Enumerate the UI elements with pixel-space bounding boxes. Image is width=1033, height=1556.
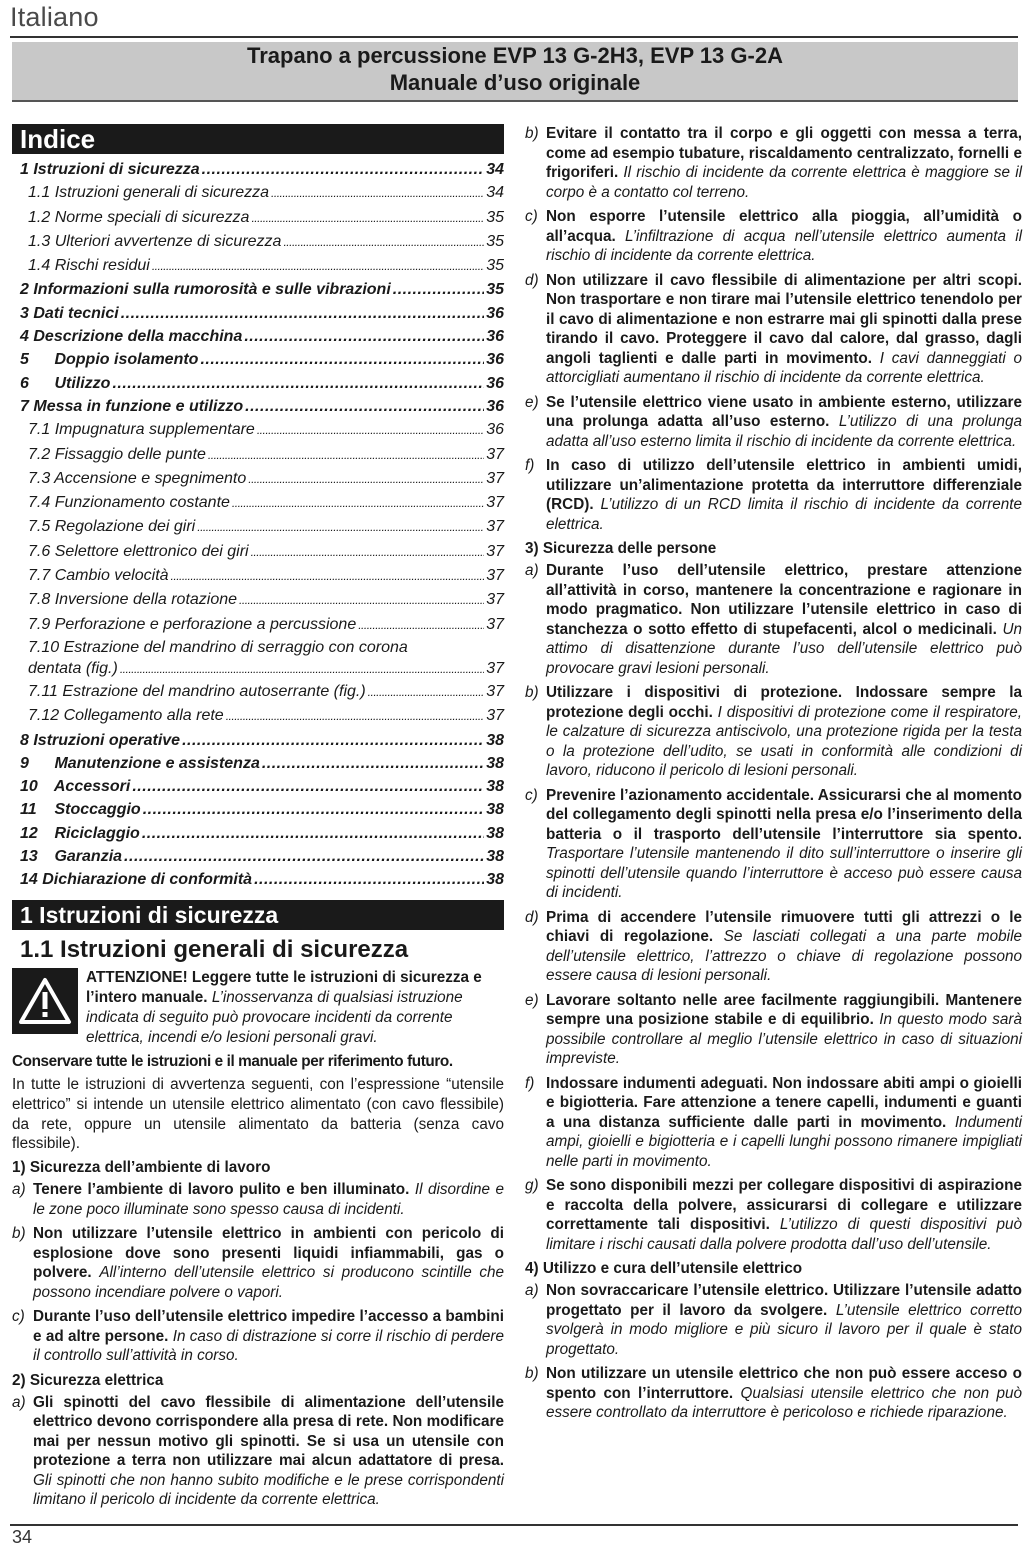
toc-entry [12, 845, 504, 868]
toc-page: 35 [486, 281, 504, 299]
safety-item [525, 124, 1022, 202]
item-instruction: Se sono disponibili mezzi per collegare dispositivi di aspirazione e raccolta della polvere, assicurarsi di collegare e utilizzare correttamente tali dispositivi. [546, 1177, 1022, 1233]
toc-label [20, 822, 140, 845]
toc-leader [124, 845, 484, 868]
toc-entry [12, 491, 504, 515]
item-explanation: Gli spinotti che non hanno subito modifiche e le prese corrispondenti limitano il pericolo di incidente da corrente elettrica. [33, 1471, 504, 1509]
toc-number: 1.3 [28, 232, 51, 250]
toc-entry [12, 680, 504, 704]
toc-leader [244, 325, 484, 348]
toc-number: 14 [20, 871, 38, 889]
warning-text [86, 968, 504, 1048]
toc-label [20, 278, 391, 301]
safety-item [525, 207, 1022, 266]
toc-entry [12, 637, 504, 680]
safety-item [525, 1281, 1022, 1359]
item-body [546, 1176, 1022, 1254]
item-instruction: Non utilizzare l’utensile elettrico in ambienti con pericolo di esplosione dove sono presenti liquidi infiammabili, gas o polvere. [33, 1225, 504, 1282]
toc-leader [202, 158, 485, 181]
toc-title: Selettore elettronico dei giri [54, 542, 249, 560]
safety-item [525, 1176, 1022, 1254]
toc-number: 5 [20, 351, 29, 369]
toc-page: 38 [486, 824, 504, 842]
item-explanation: I cavi danneggiati o attorcigliati aumentano il rischio di incidente da corrente elettrica. [546, 349, 1022, 386]
toc-leader [208, 443, 484, 467]
toc-title-cont: dentata (fig.) [28, 659, 118, 677]
toc-page: 37 [486, 591, 504, 609]
group-heading: 3) Sicurezza delle persone [525, 540, 717, 557]
toc-entry [12, 278, 504, 301]
toc-entry [12, 395, 504, 418]
toc-title: Collegamento alla rete [63, 707, 224, 725]
item-body [546, 908, 1022, 986]
toc-leader [200, 348, 484, 371]
toc-page: 38 [486, 848, 504, 866]
toc-page: 34 [486, 161, 504, 178]
toc-number: 7.7 [28, 567, 51, 585]
toc-entry [12, 302, 504, 325]
toc-entry [12, 372, 504, 395]
toc-entry-line1 [28, 637, 504, 658]
item-instruction: Indossare indumenti adeguati. Non indossare abiti ampi o gioielli e bigiotteria. Fare attenzione a tenere capelli, indumenti e guanti a una distanza sufficiente dalle parti in movimento. [546, 1074, 1022, 1131]
intro-paragraph: In tutte le istruzioni di avvertenza seguenti, con l’espressione “utensile elettrico” si intende un utensile elettrico alimentato (con cavo flessibile) da rete, oppure un utensile alimentato da batteria (senza cavo flessibile). [12, 1076, 504, 1153]
table-of-contents [12, 158, 504, 892]
toc-entry [12, 418, 504, 442]
item-instruction: Non utilizzare un utensile elettrico che non può essere acceso o spento con l’interruttore. [546, 1365, 1022, 1402]
toc-entry-line2 [28, 658, 504, 680]
item-instruction: Prima di accendere l’utensile rimuovere tutti gli attrezzi o le chiavi di regolazione. [546, 908, 1022, 945]
toc-leader [254, 868, 484, 891]
toc-label [20, 395, 243, 418]
toc-number: 13 [20, 848, 38, 866]
product-title: Trapano a percussione EVP 13 G-2H3, EVP 13 G-2A [247, 43, 783, 68]
toc-page: 36 [486, 304, 504, 322]
item-instruction: Non utilizzare il cavo flessibile di alimentazione per altri scopi. Non trasportare e non tirare mai l’utensile elettrico tenendolo per il cavo di alimentazione e non estrarre mai gli spinotti dalla prese tirando il cavo. Proteggere il cavo dal calore, dal grasso, dagli angoli taglienti e dalle parti in movimento. [546, 271, 1022, 367]
item-instruction: Prevenire l’azionamento accidentale. Assicurarsi che al momento del collegamento degli spinotti nella presa e/o l’inserimento della batteria o il trasporto dell’utensile l’interruttore sia spento. [546, 786, 1022, 843]
toc-entry [12, 467, 504, 491]
toc-title: Garanzia [54, 848, 123, 866]
toc-number: 1 [20, 161, 29, 178]
manual-subtitle: Manuale d’uso originale [389, 70, 641, 95]
safety-item [12, 1224, 504, 1302]
toc-number: 8 [20, 731, 29, 749]
item-body [546, 271, 1022, 388]
toc-entry [12, 540, 504, 564]
warning-bold: ATTENZIONE! Leggere tutte le istruzioni di sicurezza e l’intero manuale. [86, 968, 482, 1006]
toc-entry [12, 564, 504, 588]
toc-leader [245, 395, 484, 418]
toc-page: 35 [486, 208, 504, 226]
header-divider [10, 36, 1018, 38]
toc-page: 36 [486, 351, 504, 369]
item-explanation: L’utilizzo di questi dispositivi può limitare i rischi causati dalla polvere prodotta dall’uso dell’utensile. [546, 1216, 1023, 1253]
item-body [546, 124, 1022, 202]
toc-title: Manutenzione e assistenza [54, 754, 260, 772]
title-banner [12, 42, 1018, 102]
item-body [546, 393, 1022, 452]
toc-number: 7.4 [28, 494, 51, 512]
toc-title: Doppio isolamento [54, 351, 199, 369]
safety-item [525, 393, 1022, 452]
toc-number: 9 [20, 754, 29, 772]
subsection-heading: 1.1 Istruzioni generali di sicurezza [20, 935, 409, 963]
item-letter: g) [525, 1177, 539, 1194]
toc-entry [12, 613, 504, 637]
item-body [33, 1393, 504, 1510]
item-explanation: L’utilizzo di un RCD limita il rischio di incidente da corrente elettrica. [546, 496, 1022, 533]
toc-label [20, 775, 130, 798]
toc-page: 37 [486, 445, 504, 463]
toc-page: 37 [486, 469, 504, 487]
item-letter: a) [525, 562, 539, 579]
safety-item [525, 786, 1022, 903]
toc-title: Stoccaggio [54, 801, 141, 819]
toc-leader [358, 613, 484, 637]
toc-leader [248, 467, 484, 491]
safety-item [12, 1393, 504, 1510]
toc-label [28, 181, 269, 204]
toc-title: Ulteriori avvertenze di sicurezza [54, 232, 282, 250]
item-letter: c) [525, 786, 538, 804]
toc-leader [143, 798, 485, 821]
toc-leader [226, 704, 485, 728]
item-letter: a) [525, 1282, 539, 1299]
toc-label [28, 564, 169, 587]
toc-page: 36 [486, 328, 504, 346]
toc-title: Cambio velocità [54, 567, 169, 585]
toc-label [20, 158, 200, 181]
toc-page: 38 [486, 871, 504, 889]
toc-label [20, 348, 198, 371]
toc-title: Descrizione della macchina [33, 328, 243, 346]
toc-page: 37 [486, 567, 504, 585]
toc-number: 3 [20, 304, 29, 322]
toc-leader [393, 278, 484, 301]
toc-entry [12, 254, 504, 278]
safety-item [525, 1364, 1022, 1423]
toc-title: Dati tecnici [33, 304, 119, 322]
toc-number: 7.12 [28, 707, 60, 725]
safety-item [12, 1180, 504, 1219]
toc-leader [120, 658, 484, 680]
page-number: 34 [12, 1527, 33, 1547]
toc-label [28, 515, 195, 538]
toc-page: 38 [486, 754, 504, 772]
item-explanation: Se lasciati collegati a una parte mobile dell’utensile elettrico, l’attrezzo o chiave di regolazione possono essere causa di lesioni personali. [546, 928, 1022, 984]
item-explanation: Il rischio di incidente da corrente elettrica è maggiore se il corpo è a contatto col terreno. [546, 164, 1022, 201]
item-explanation: L’infiltrazione di acqua nell’utensile elettrico aumenta il rischio di incidente da corrente elettrica. [546, 227, 1023, 264]
toc-leader [142, 822, 484, 845]
warning-triangle-icon [12, 968, 78, 1034]
toc-entry [12, 515, 504, 539]
toc-title: Rischi residui [54, 257, 150, 275]
toc-number: 7.10 [28, 638, 60, 656]
item-body [546, 991, 1022, 1069]
left-column [12, 124, 504, 1515]
warning-block [12, 968, 504, 1048]
toc-label [28, 230, 281, 253]
toc-leader [239, 588, 484, 612]
toc-number: 7.9 [28, 615, 51, 633]
safety-item [525, 456, 1022, 534]
item-instruction: Lavorare soltanto nelle aree facilmente raggiungibili. Mantenere sempre una posizione stabile e di equilibrio. [546, 991, 1022, 1028]
toc-label [28, 206, 249, 229]
toc-leader [152, 254, 484, 278]
toc-leader [368, 680, 485, 704]
item-letter: c) [525, 208, 538, 225]
toc-title: Istruzioni di sicurezza [33, 161, 200, 178]
toc-number: 7.8 [28, 591, 51, 609]
toc-label [28, 491, 230, 514]
toc-page: 35 [486, 257, 504, 275]
item-explanation: I dispositivi di protezione come il respiratore, le calzature di sicurezza antiscivolo, una protezione rigida per la testa o la protezione dell’udito, se usati in conformità alle condizioni di lavoro, riducono il pericolo di lesioni personali. [546, 703, 1022, 779]
toc-entry [12, 325, 504, 348]
toc-title: Istruzioni operative [33, 731, 181, 749]
item-explanation: L’utensile elettrico corretto svolgerà in modo migliore e più sicuro il lavoro per il quale è stato progettato. [546, 1301, 1022, 1358]
toc-entry [12, 822, 504, 845]
toc-page: 37 [486, 659, 504, 677]
toc-number: 7.5 [28, 518, 51, 536]
toc-page: 37 [486, 542, 504, 560]
toc-leader [283, 230, 484, 254]
item-letter: b) [525, 1365, 539, 1382]
toc-label [20, 325, 242, 348]
toc-label [20, 302, 119, 325]
toc-number: 1.1 [28, 184, 51, 202]
item-letter: f) [525, 1074, 535, 1092]
toc-leader [132, 775, 484, 798]
item-body [546, 207, 1022, 266]
item-explanation: L’utilizzo di una prolunga adatta all’uso esterno limita il rischio di incidente da corrente elettrica. [546, 413, 1022, 450]
toc-title: Accessori [53, 778, 131, 796]
toc-entry [12, 158, 504, 181]
toc-entry [12, 868, 504, 891]
item-instruction: Gli spinotti del cavo flessibile di alimentazione dell’utensile elettrico devono corrispondere alla presa di rete. Non modificare mai per nessun motivo gli spinotti. Se si usa un utensile con protezione a terra non utilizzare mai alcun adattatore di presa. [33, 1393, 504, 1470]
toc-page: 36 [486, 397, 504, 415]
toc-number: 11 [20, 801, 37, 819]
language-label: Italiano [10, 2, 99, 32]
toc-title: Perforazione e perforazione a percussione [54, 615, 357, 633]
toc-label [20, 868, 252, 891]
toc-label [20, 372, 110, 395]
section-heading: 1 Istruzioni di sicurezza [12, 900, 504, 930]
toc-page: 38 [486, 731, 504, 749]
toc-entry [12, 704, 504, 728]
toc-entry [12, 588, 504, 612]
toc-leader [197, 515, 484, 539]
item-instruction: Durante l’uso dell’utensile elettrico impedire l’accesso a bambini e ad altre persone. [33, 1308, 504, 1345]
toc-label [28, 680, 366, 703]
item-letter: e) [525, 991, 539, 1009]
item-body [546, 561, 1022, 678]
item-instruction: Utilizzare i dispositivi di protezione. Indossare sempre la protezione degli occhi. [546, 684, 1022, 721]
toc-page: 38 [486, 801, 504, 819]
toc-number: 7.2 [28, 445, 51, 463]
toc-title: Messa in funzione e utilizzo [33, 397, 244, 415]
toc-entry [12, 798, 504, 821]
toc-label [28, 704, 224, 727]
toc-leader [171, 564, 485, 588]
item-letter: a) [12, 1181, 26, 1199]
toc-number: 4 [20, 328, 29, 346]
toc-title: Dichiarazione di conformità [42, 871, 253, 889]
item-explanation: Il disordine e le zone poco illuminate sono spesso causa di incidenti. [33, 1181, 505, 1218]
toc-number: 1.4 [28, 257, 51, 275]
item-instruction: Durante l’uso dell’utensile elettrico, prestare attenzione all’attività in corso, mantenere la concentrazione e ragionare in modo pragmatico. Non utilizzare l’utensile elettrico in caso di stanchezza o sotto effetto di stupefacenti, alcol o medicinali. [546, 562, 1022, 638]
item-body [546, 1074, 1022, 1172]
toc-label [28, 443, 206, 466]
toc-page: 36 [486, 421, 504, 439]
toc-page: 36 [486, 374, 504, 392]
index-heading: Indice [12, 124, 504, 154]
toc-number: 1.2 [28, 208, 51, 226]
group-heading: 1) Sicurezza dell’ambiente di lavoro [12, 1159, 271, 1177]
toc-title: Utilizzo [54, 374, 111, 392]
toc-page: 38 [486, 778, 504, 796]
safety-item [525, 1074, 1022, 1172]
toc-leader [257, 418, 484, 442]
item-body [33, 1307, 504, 1366]
item-explanation: Un attimo di disattenzione durante l’uso dell’utensile elettrico può provocare gravi lesioni personali. [546, 620, 1022, 677]
item-instruction: Evitare il contatto tra il corpo e gli oggetti con messa a terra, come ad esempio tubature, riscaldamento centralizzato, fornelli e frigoriferi. [546, 125, 1022, 181]
item-instruction: In caso di utilizzo dell’utensile elettrico in ambienti umidi, utilizzare un’alimentazione protetta da interruttore differenziale (RCD). [546, 457, 1022, 513]
toc-label [20, 845, 122, 868]
toc-entry [12, 775, 504, 798]
item-letter: a) [12, 1393, 26, 1411]
item-body [546, 786, 1022, 903]
toc-title: Informazioni sulla rumorosità e sulle vibrazioni [33, 281, 391, 299]
toc-title: Riciclaggio [54, 824, 140, 842]
toc-entry [12, 181, 504, 205]
left-safety-groups [12, 1158, 504, 1510]
toc-label [20, 752, 260, 775]
toc-number: 7.3 [28, 469, 51, 487]
group-heading: 4) Utilizzo e cura dell’utensile elettrico [525, 1260, 803, 1277]
toc-label [20, 729, 180, 752]
item-letter: d) [525, 908, 539, 926]
toc-leader [232, 491, 484, 515]
toc-page: 37 [486, 682, 504, 700]
toc-label [28, 254, 150, 277]
toc-label [28, 467, 246, 490]
safety-item [525, 683, 1022, 781]
toc-title: Norme speciali di sicurezza [54, 208, 250, 226]
item-letter: b) [12, 1225, 26, 1243]
toc-label [28, 588, 237, 611]
toc-number: 2 [20, 281, 29, 299]
toc-leader [251, 206, 484, 230]
toc-leader [121, 302, 484, 325]
footer-divider [10, 1524, 1018, 1526]
toc-number: 10 [20, 778, 38, 796]
toc-leader [182, 729, 484, 752]
toc-page: 34 [486, 184, 504, 202]
safety-item [525, 908, 1022, 986]
item-explanation: Trasportare l’utensile mantenendo il dito sull’interruttore o inserire gli spinotti dell’utensile quando l’interruttore è acceso può essere causa di incidenti. [546, 845, 1022, 901]
item-letter: b) [525, 684, 539, 701]
item-explanation: All’interno dell’utensile elettrico si producono scintille che possono incendiare polvere o vapori. [33, 1264, 505, 1301]
item-explanation: In questo modo sarà possibile controllare al meglio l’utensile elettrico in caso di situazioni impreviste. [546, 1011, 1022, 1067]
item-letter: b) [525, 125, 539, 142]
toc-label [28, 613, 356, 636]
toc-page: 37 [486, 494, 504, 512]
toc-number: 7.6 [28, 542, 51, 560]
toc-number: 7.11 [28, 682, 58, 700]
group-heading: 2) Sicurezza elettrica [12, 1371, 164, 1389]
toc-entry [12, 752, 504, 775]
toc-title: Fissaggio delle punte [54, 445, 206, 463]
item-letter: e) [525, 393, 539, 411]
item-body [546, 1364, 1022, 1423]
toc-entry [12, 443, 504, 467]
item-body [546, 1281, 1022, 1359]
toc-page: 37 [486, 615, 504, 633]
item-explanation: Qualsiasi utensile elettrico che non può essere controllato da interruttore è pericoloso e richiede riparazione. [546, 1384, 1022, 1421]
toc-title: Estrazione del mandrino di serraggio con corona [63, 638, 408, 656]
right-safety-groups [525, 124, 1022, 1423]
toc-leader [112, 372, 484, 395]
toc-title: Impugnatura supplementare [54, 421, 255, 439]
toc-title: Inversione della rotazione [54, 591, 238, 609]
toc-entry [12, 729, 504, 752]
toc-title: Funzionamento costante [54, 494, 230, 512]
warning-italic: L’inosservanza di qualsiasi istruzione indicata di seguito può provocare incidenti da corrente elettrica, incendi e/o lesioni personali gravi. [86, 988, 463, 1046]
safety-item [525, 991, 1022, 1069]
item-letter: c) [12, 1308, 25, 1326]
toc-number: 12 [20, 824, 38, 842]
keep-instructions-note: Conservare tutte le istruzioni e il manuale per riferimento futuro. [12, 1052, 453, 1070]
item-body [33, 1224, 504, 1302]
item-body [33, 1180, 504, 1219]
toc-leader [271, 181, 484, 205]
item-instruction: Se l’utensile elettrico viene usato in ambiente esterno, utilizzare una prolunga adatta all’uso esterno. [546, 393, 1022, 430]
toc-entry [12, 348, 504, 371]
right-column [525, 124, 1022, 1428]
item-body [546, 683, 1022, 781]
toc-leader [262, 752, 484, 775]
toc-entry [12, 230, 504, 254]
toc-label [20, 798, 141, 821]
toc-title: Regolazione dei giri [54, 518, 196, 536]
toc-number: 7.1 [28, 421, 51, 439]
toc-title: Accensione e spegnimento [54, 469, 247, 487]
item-explanation: In caso di distrazione si corre il rischio di perdere il controllo sull’attività in corso. [33, 1327, 505, 1365]
toc-page: 37 [486, 707, 504, 725]
toc-entry [12, 206, 504, 230]
item-instruction: Tenere l’ambiente di lavoro pulito e ben illuminato. [33, 1181, 410, 1199]
toc-number: 6 [20, 374, 29, 392]
item-instruction: Non sovraccaricare l’utensile elettrico. Utilizzare l’utensile adatto progettato per il lavoro da svolgere. [546, 1282, 1022, 1319]
item-explanation: Indumenti ampi, gioielli e bigiotteria e i capelli lunghi possono rimanere impigliati nelle parti in movimento. [546, 1113, 1022, 1170]
toc-label [28, 540, 249, 563]
toc-number: 7 [20, 397, 29, 415]
item-letter: f) [525, 457, 535, 474]
safety-item [525, 561, 1022, 678]
item-instruction: Non esporre l’utensile elettrico alla pioggia, all’umidità o all’acqua. [546, 208, 1022, 245]
toc-page: 35 [486, 232, 504, 250]
toc-leader [251, 540, 485, 564]
toc-label [28, 418, 255, 441]
toc-page: 37 [486, 518, 504, 536]
item-letter: d) [525, 271, 539, 289]
safety-item [525, 271, 1022, 388]
toc-title: Estrazione del mandrino autoserrante (fig.) [62, 682, 366, 700]
item-body [546, 456, 1022, 534]
safety-item [12, 1307, 504, 1366]
toc-title: Istruzioni generali di sicurezza [54, 184, 270, 202]
